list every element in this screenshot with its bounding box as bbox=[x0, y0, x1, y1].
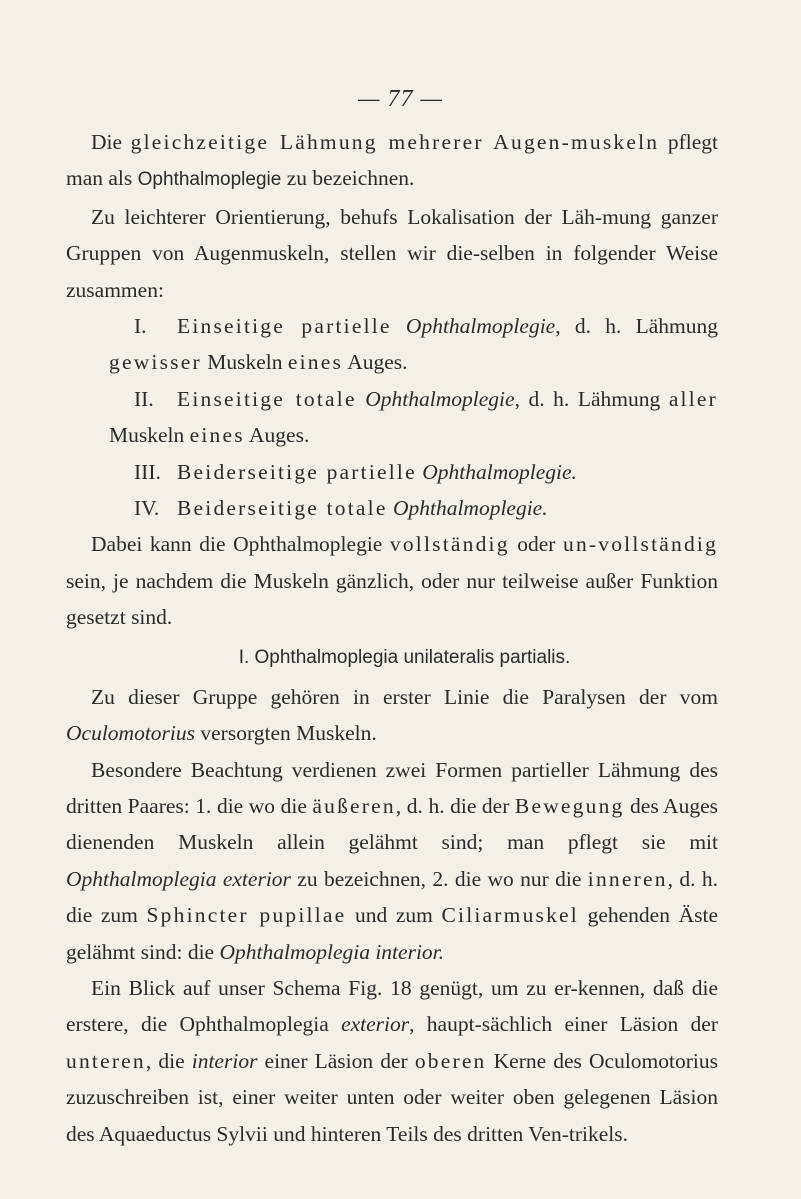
paragraph-forms bbox=[66, 752, 718, 970]
spaced-text: Sphincter pupillae bbox=[146, 903, 347, 928]
section-heading: I. Ophthalmoplegia unilateralis partialis. bbox=[238, 646, 571, 668]
page-number: — 77 — bbox=[358, 86, 443, 112]
text-span: zu bezeichnen. bbox=[281, 166, 415, 191]
spaced-text: Einseitige totale bbox=[177, 386, 357, 411]
text-span: , die bbox=[145, 1048, 192, 1073]
text-span: , d. h. die der bbox=[395, 793, 515, 818]
text-span: zu bezeichnen, 2. die wo nur die bbox=[290, 866, 588, 891]
spaced-text: Beiderseitige totale bbox=[177, 496, 388, 521]
text-span: sein, je nachdem die Muskeln gänzlich, oder nur teilweise außer Funktion gesetzt sind. bbox=[66, 568, 718, 630]
text-span: Kerne des Oculomotorius zuzuschreiben ist, einer weiter unten oder weiter oben gelegenen Läsion des Aquaeductus Sylvii und hinteren Teils des dritten Ven-trikels. bbox=[66, 1048, 719, 1146]
text-span: Die bbox=[91, 130, 131, 154]
text-span: Ein Blick auf unser Schema Fig. 18 genügt, um zu er-kennen, daß die erstere, die Ophthalmoplegia bbox=[66, 975, 718, 1037]
italic-term: Oculomotorius bbox=[66, 721, 195, 746]
text-span: Dabei kann die Ophthalmoplegie bbox=[91, 532, 390, 557]
spaced-text: gleichzeitige Lähmung mehrerer Augen-muskeln bbox=[130, 130, 660, 154]
italic-term: interior bbox=[191, 1048, 258, 1073]
italic-term: Ophthalmoplegie. bbox=[422, 459, 577, 484]
paragraph-completeness bbox=[66, 526, 718, 635]
paragraph-orientation: Zu leichterer Orientierung, behufs Lokalisation der Läh-mung ganzer Gruppen von Augenmuskeln, stellen wir die-selben in folgender Weise zusammen: bbox=[66, 204, 718, 302]
text-span: versorgten Muskeln. bbox=[195, 721, 377, 746]
text-span: , d. h. Lähmung bbox=[514, 386, 669, 411]
italic-term: Ophthalmoplegie. bbox=[392, 496, 548, 521]
list-number: IV. bbox=[134, 496, 160, 521]
text-span: Auges. bbox=[343, 350, 408, 375]
list-number: III. bbox=[134, 459, 161, 484]
spaced-text: gewisser bbox=[109, 350, 202, 375]
text-span: , d. h. die zum bbox=[66, 866, 719, 928]
text-span: pflegt man als bbox=[66, 130, 718, 191]
list-item-1 bbox=[66, 308, 718, 381]
text-span: gehenden Äste gelähmt sind: die bbox=[66, 903, 718, 964]
spaced-text: inneren bbox=[587, 866, 668, 891]
paragraph-intro bbox=[66, 124, 718, 199]
paragraph-group bbox=[66, 679, 718, 752]
italic-term: Ophthalmoplegia interior. bbox=[219, 939, 445, 964]
list-item-4 bbox=[66, 490, 718, 526]
paragraph-schema bbox=[66, 970, 718, 1152]
italic-term: exterior bbox=[341, 1012, 410, 1037]
spaced-text: äußeren bbox=[312, 793, 396, 818]
text-span: und zum bbox=[346, 903, 442, 928]
list-number: I. bbox=[134, 314, 147, 339]
text-span: , haupt-sächlich einer Läsion der bbox=[409, 1012, 718, 1037]
list-item-2 bbox=[66, 381, 718, 454]
text-span: Muskeln bbox=[201, 350, 288, 375]
spaced-text: Ciliarmuskel bbox=[441, 903, 579, 928]
italic-term: Ophthalmoplegie bbox=[365, 386, 515, 411]
text-span: , d. h. Lähmung bbox=[555, 314, 718, 339]
spaced-text: oberen bbox=[414, 1048, 487, 1073]
text-span: einer Läsion der bbox=[257, 1048, 415, 1073]
text-span: Besondere Beachtung verdienen zwei Formen partieller Lähmung des dritten Paares: 1. die wo die bbox=[66, 757, 718, 818]
list-number: II. bbox=[134, 386, 154, 411]
term-ophthalmoplegie: Ophthalmoplegie bbox=[137, 169, 282, 191]
spaced-text: Beiderseitige partielle bbox=[177, 459, 417, 484]
italic-term: Ophthalmoplegie bbox=[405, 314, 556, 339]
text-span: oder bbox=[509, 532, 563, 557]
spaced-text: un-vollständig bbox=[563, 532, 719, 557]
text-span: des Auges dienenden Muskeln allein gelähmt sind; man pflegt sie mit bbox=[66, 793, 718, 855]
spaced-text: Einseitige partielle bbox=[177, 314, 392, 339]
list-item-3 bbox=[66, 454, 718, 490]
text-span: Zu dieser Gruppe gehören in erster Linie die Paralysen der vom bbox=[91, 684, 718, 709]
spaced-text: eines bbox=[287, 350, 344, 375]
text-span: Muskeln bbox=[109, 423, 190, 448]
spaced-text: aller bbox=[668, 386, 719, 411]
spaced-text: Bewegung bbox=[514, 793, 625, 818]
spaced-text: eines bbox=[189, 423, 245, 448]
text-span: Auges. bbox=[244, 423, 310, 448]
italic-term: Ophthalmoplegia exterior bbox=[66, 866, 291, 891]
spaced-text: vollständig bbox=[389, 532, 510, 557]
spaced-text: unteren bbox=[66, 1048, 146, 1073]
body-text bbox=[66, 124, 718, 1152]
